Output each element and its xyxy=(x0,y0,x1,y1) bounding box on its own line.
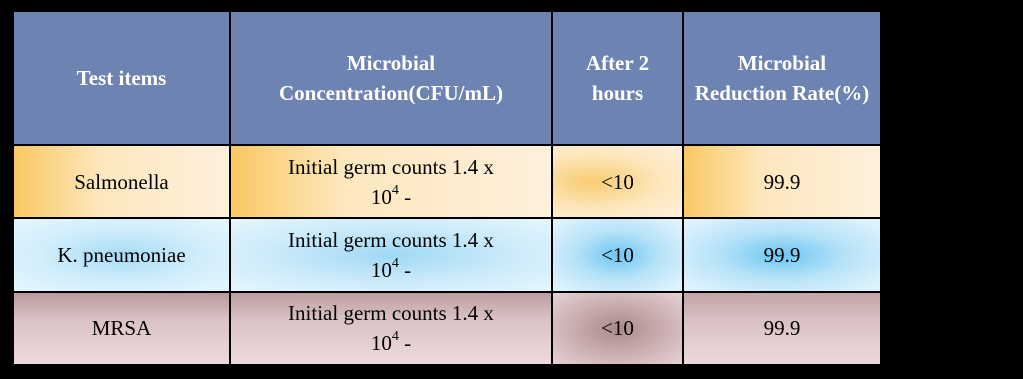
header-after-2-hours: After 2 hours xyxy=(552,11,683,145)
concentration-line1: Initial germ counts 1.4 x xyxy=(288,154,494,179)
reduction-rate-cell: 99.9 xyxy=(683,218,881,291)
concentration-cell xyxy=(230,145,552,218)
concentration-text xyxy=(288,152,494,212)
concentration-line1: Initial germ counts 1.4 x xyxy=(288,301,494,326)
header-reduction-rate: Microbial Reduction Rate(%) xyxy=(683,11,881,145)
concentration-line1: Initial germ counts 1.4 x xyxy=(288,227,494,252)
concentration-line2 xyxy=(288,255,494,285)
concentration-base: 10 xyxy=(370,331,392,356)
concentration-exponent: 4 xyxy=(391,255,399,271)
concentration-line2 xyxy=(288,182,494,212)
concentration-exponent: 4 xyxy=(391,182,399,198)
header-row xyxy=(13,11,881,145)
concentration-suffix: - xyxy=(398,331,412,356)
table-row-salmonella xyxy=(13,145,881,218)
header-microbial-concentration: Microbial Concentration(CFU/mL) xyxy=(230,11,552,145)
reduction-rate-cell: 99.9 xyxy=(683,292,881,365)
microbial-reduction-table-wrapper xyxy=(12,10,880,366)
after-2-hours-cell: <10 xyxy=(552,218,683,291)
concentration-line2 xyxy=(288,328,494,358)
after-2-hours-cell: <10 xyxy=(552,292,683,365)
concentration-suffix: - xyxy=(398,257,412,282)
test-item-cell: Salmonella xyxy=(13,145,230,218)
header-test-items: Test items xyxy=(13,11,230,145)
concentration-cell xyxy=(230,292,552,365)
concentration-base: 10 xyxy=(370,184,392,209)
concentration-base: 10 xyxy=(370,257,392,282)
table-row-mrsa xyxy=(13,292,881,365)
microbial-reduction-table xyxy=(12,10,882,366)
concentration-cell xyxy=(230,218,552,291)
table-row-k-pneumoniae xyxy=(13,218,881,291)
concentration-suffix: - xyxy=(398,184,412,209)
test-item-cell: K. pneumoniae xyxy=(13,218,230,291)
concentration-exponent: 4 xyxy=(391,329,399,345)
reduction-rate-cell: 99.9 xyxy=(683,145,881,218)
test-item-cell: MRSA xyxy=(13,292,230,365)
concentration-text xyxy=(288,298,494,358)
after-2-hours-cell: <10 xyxy=(552,145,683,218)
concentration-text xyxy=(288,225,494,285)
